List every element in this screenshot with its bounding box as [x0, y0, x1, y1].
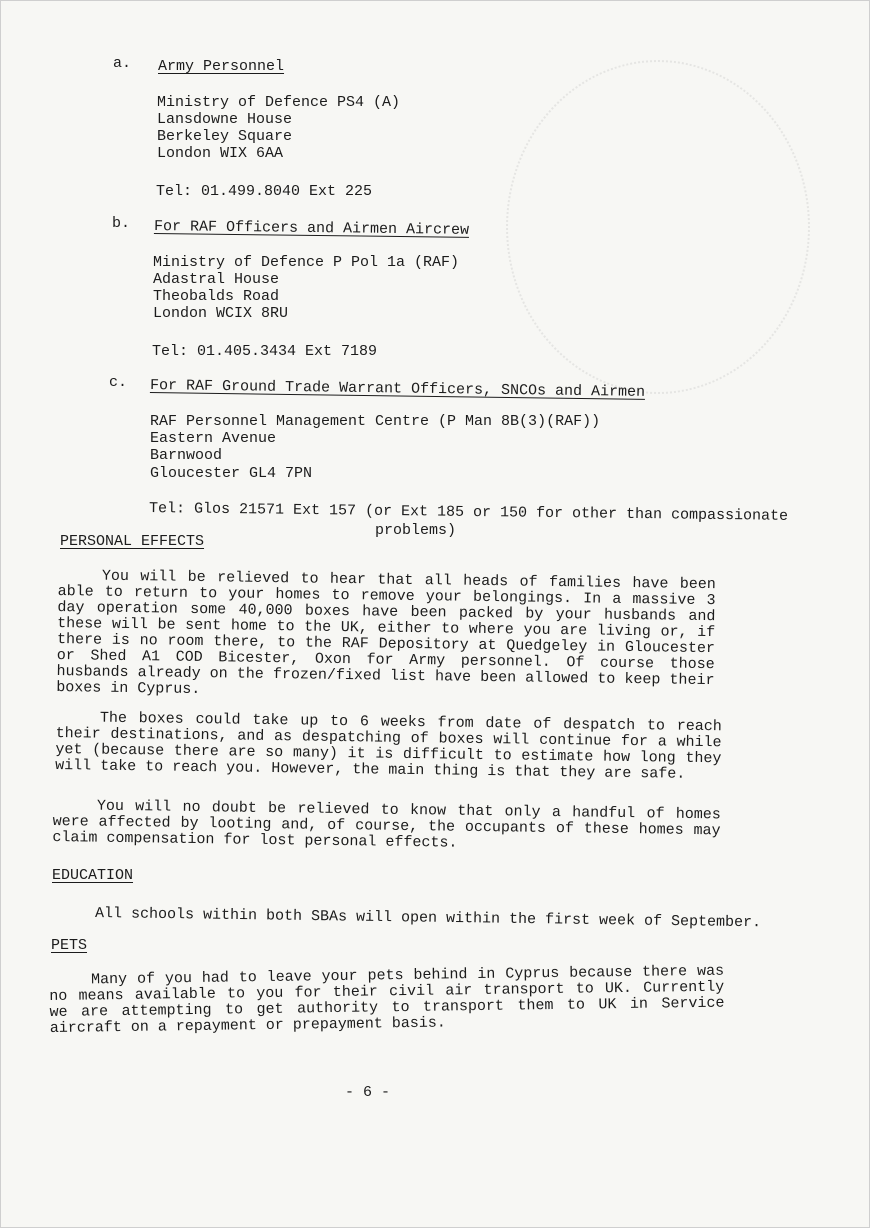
- page-number: - 6 -: [345, 1084, 391, 1101]
- section-a-marker: a.: [113, 55, 132, 72]
- section-c-address-line-3: Barnwood: [150, 447, 223, 464]
- section-c-heading: For RAF Ground Trade Warrant Officers, SNCOs and Airmen: [149, 377, 646, 401]
- pets-heading: PETS: [51, 937, 88, 954]
- show-through-emblem: [506, 60, 810, 394]
- section-b-address-line-1: Ministry of Defence P Pol 1a (RAF): [153, 254, 460, 271]
- section-c-address-line-4: Gloucester GL4 7PN: [150, 465, 313, 482]
- section-a-address-line-2: Lansdowne House: [157, 111, 293, 128]
- section-a-heading: Army Personnel: [158, 58, 285, 75]
- section-c-address-line-1: RAF Personnel Management Centre (P Man 8B(3)(RAF)): [150, 413, 601, 430]
- personal-effects-paragraph-1: You will be relieved to hear that all heads of families have been able to return to your homes to remove your belongings. In a massive 3 day operation some 40,000 boxes have been packed by your husbands and these will be sent home to the UK, either to where you are living or, if there is no room there, to the RAF Depository at Quedgeley in Gloucester or Shed A1 COD Bicester, Oxon for Army personnel. Of course those husbands already on the frozen/fixed list have been allowed to keep their boxes in Cyprus.: [56, 567, 716, 698]
- personal-effects-paragraph-3: You will no doubt be relieved to know that only a handful of homes were affected by looting and, of course, the occupants of these homes may claim compensation for lost personal effects.: [52, 797, 721, 852]
- section-c-marker: c.: [109, 374, 128, 391]
- section-c-telephone: Tel: Glos 21571 Ext 157 (or Ext 185 or 150 for other than compassionate: [148, 500, 789, 525]
- section-b-heading: For RAF Officers and Airmen Aircrew: [153, 218, 470, 239]
- pets-text: Many of you had to leave your pets behind in Cyprus because there was no means available to you for their civil air transport to UK. Currently we are attempting to get authority to transport them to UK in Service aircraft on a repayment or prepayment basis.: [49, 962, 725, 1037]
- section-b-address-line-2: Adastral House: [153, 271, 280, 288]
- education-text: All schools within both SBAs will open within the first week of September.: [94, 905, 762, 932]
- section-c-address-line-2: Eastern Avenue: [150, 430, 277, 447]
- section-b-address-line-4: London WCIX 8RU: [153, 305, 289, 322]
- section-b-address-line-3: Theobalds Road: [153, 288, 280, 305]
- education-heading: EDUCATION: [52, 867, 134, 884]
- section-a-address-line-3: Berkeley Square: [157, 128, 293, 145]
- section-c-telephone-continued: problems): [375, 522, 457, 539]
- section-a-address-line-1: Ministry of Defence PS4 (A): [157, 94, 401, 111]
- personal-effects-heading: PERSONAL EFFECTS: [60, 533, 205, 550]
- personal-effects-paragraph-2: The boxes could take up to 6 weeks from date of despatch to reach their destinations, and as despatching of boxes will continue for a while yet (because there are so many) it is difficult to estimate how long they will take to reach you. However, the main thing is that they are safe.: [55, 709, 722, 783]
- section-b-telephone: Tel: 01.405.3434 Ext 7189: [152, 343, 378, 360]
- section-b-marker: b.: [112, 215, 131, 232]
- section-a-telephone: Tel: 01.499.8040 Ext 225: [156, 183, 373, 200]
- section-a-address-line-4: London WIX 6AA: [157, 145, 284, 162]
